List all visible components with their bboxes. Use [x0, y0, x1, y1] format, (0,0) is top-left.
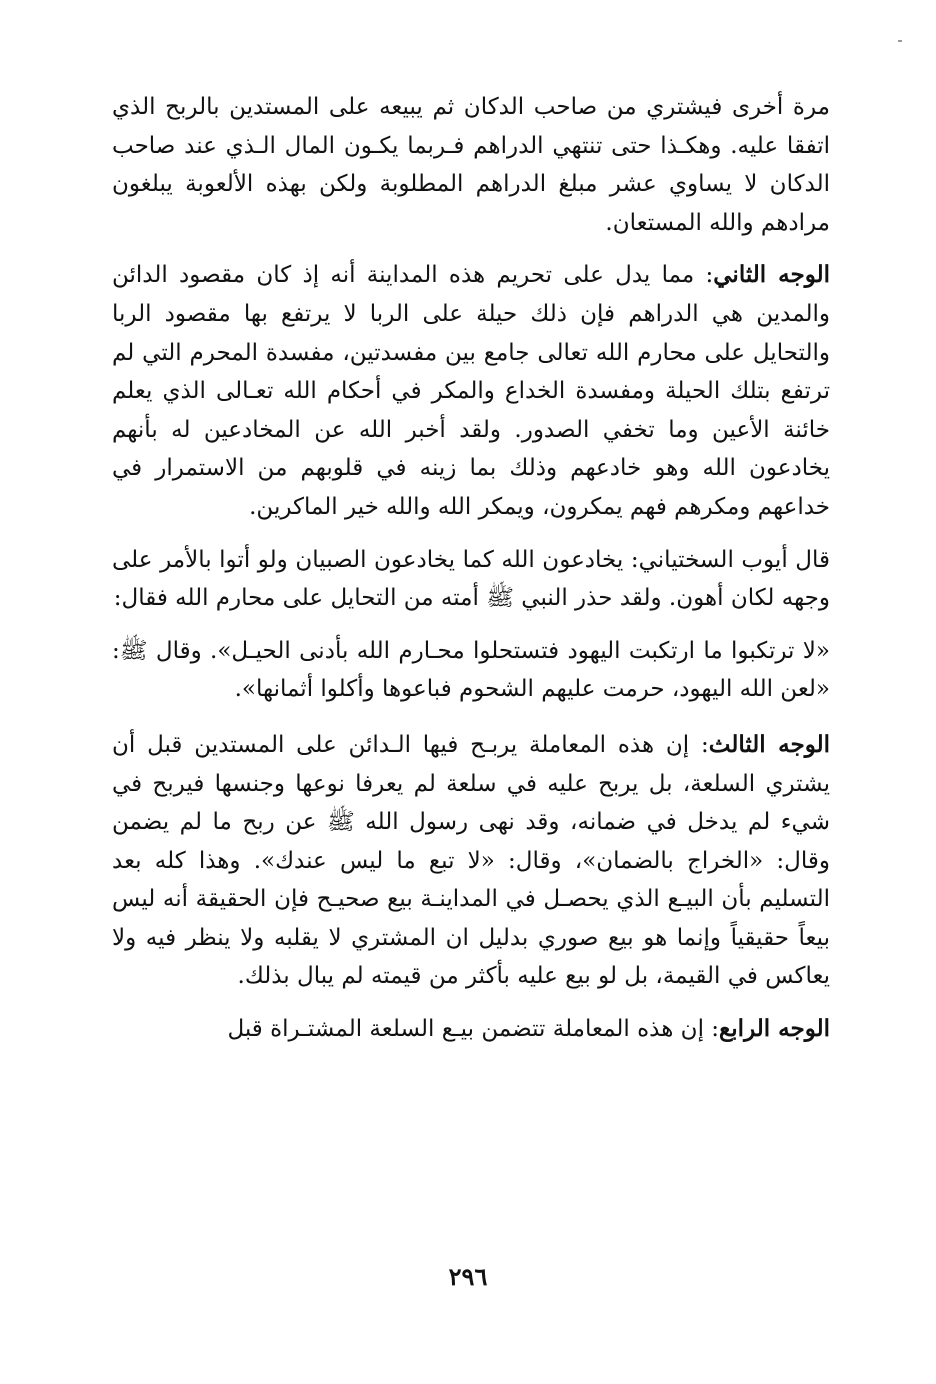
page-number: ٢٩٦: [448, 1262, 488, 1291]
paragraph-heading: الوجه الثاني: [713, 261, 830, 289]
paragraph-text: «لا ترتكبوا ما ارتكبت اليهود فتستحلوا محـارم الله بأدنى الحيـل». وقال ﷺ: «لعن الله اليهود، حرمت عليهم الشحوم فباعوها وأكلوا أثمانها».: [112, 637, 830, 703]
paragraph-ayyub-quote: [112, 541, 830, 618]
text-body: [112, 88, 830, 1049]
paragraph-text: قال أيوب السختياني: يخادعون الله كما يخادعون الصبيان ولو أتوا بالأمر على وجهه لكان أهون. ولقد حذر النبي ﷺ أمته من التحايل على محارم الله فقال:: [112, 546, 830, 612]
paragraph-text: مرة أخرى فيشتري من صاحب الدكان ثم يبيعه على المستدين بالربح الذي اتفقا عليه. وهكـذا حتى تنتهي الدراهم فـربما يكـون المال الـذي عند صاحب الدكان لا يساوي عشر مبلغ الدراهم المطلوبة ولكن بهذه الألعوبة يبلغون مرادهم والله المستعان.: [112, 94, 830, 236]
paragraph-text: : إن هذه المعاملة تتضمن بيـع السلعة المشتـراة قبل: [227, 1016, 720, 1043]
scan-mark: [898, 40, 902, 42]
paragraph-third-aspect: [112, 726, 830, 996]
paragraph-second-aspect: [112, 256, 830, 526]
paragraph-heading: الوجه الثالث: [708, 730, 830, 758]
paragraph-continuation: [112, 88, 830, 242]
paragraph-hadith: [112, 632, 830, 709]
paragraph-heading: الوجه الرابع: [719, 1015, 830, 1043]
paragraph-text: : مما يدل على تحريم هذه المداينة أنه إذ كان مقصود الدائن والمدين هي الدراهم فإن ذلك حيلة على الربا لا يرتفع بها مقصود الربا والتحايل على محارم الله تعالى جامع بين مفسدتين، مفسدة المحرم التي لم ترتفع بتلك الحيلة ومفسدة الخداع والمكر في أحكام الله تعـالى الذي يعلم خائنة الأعين وما تخفي الصدور. ولقد أخبر الله عن المخادعين له بأنهم يخادعون الله وهو خادعهم وذلك بما زينه في قلوبهم من الاستمرار في خداعهم ومكرهم فهم يمكرون، ويمكر الله والله خير الماكرين.: [112, 262, 830, 520]
paragraph-fourth-aspect: [112, 1010, 830, 1049]
paragraph-text: : إن هذه المعاملة يربـح فيها الـدائن على المستدين قبل أن يشتري السلعة، بل يربح عليه في سلعة لم يعرفا نوعها وجنسها فيربح في شيء لم يدخل في ضمانه، وقد نهى رسول الله ﷺ عن ربح ما لم يضمن وقال: «الخراج بالضمان»، وقال: «لا تبع ما ليس عندك». وهذا كله بعد التسليم بأن البيـع الذي يحصـل في المداينـة بيع صحيـح فإن الحقيقة أنه ليس بيعاً حقيقياً وإنما هو بيع صوري بدليل ان المشتري لا يقلبه ولا ينظر فيه ولا يعاكس في القيمة، بل لو بيع عليه بأكثر من قيمته لم يبال بذلك.: [112, 731, 830, 990]
